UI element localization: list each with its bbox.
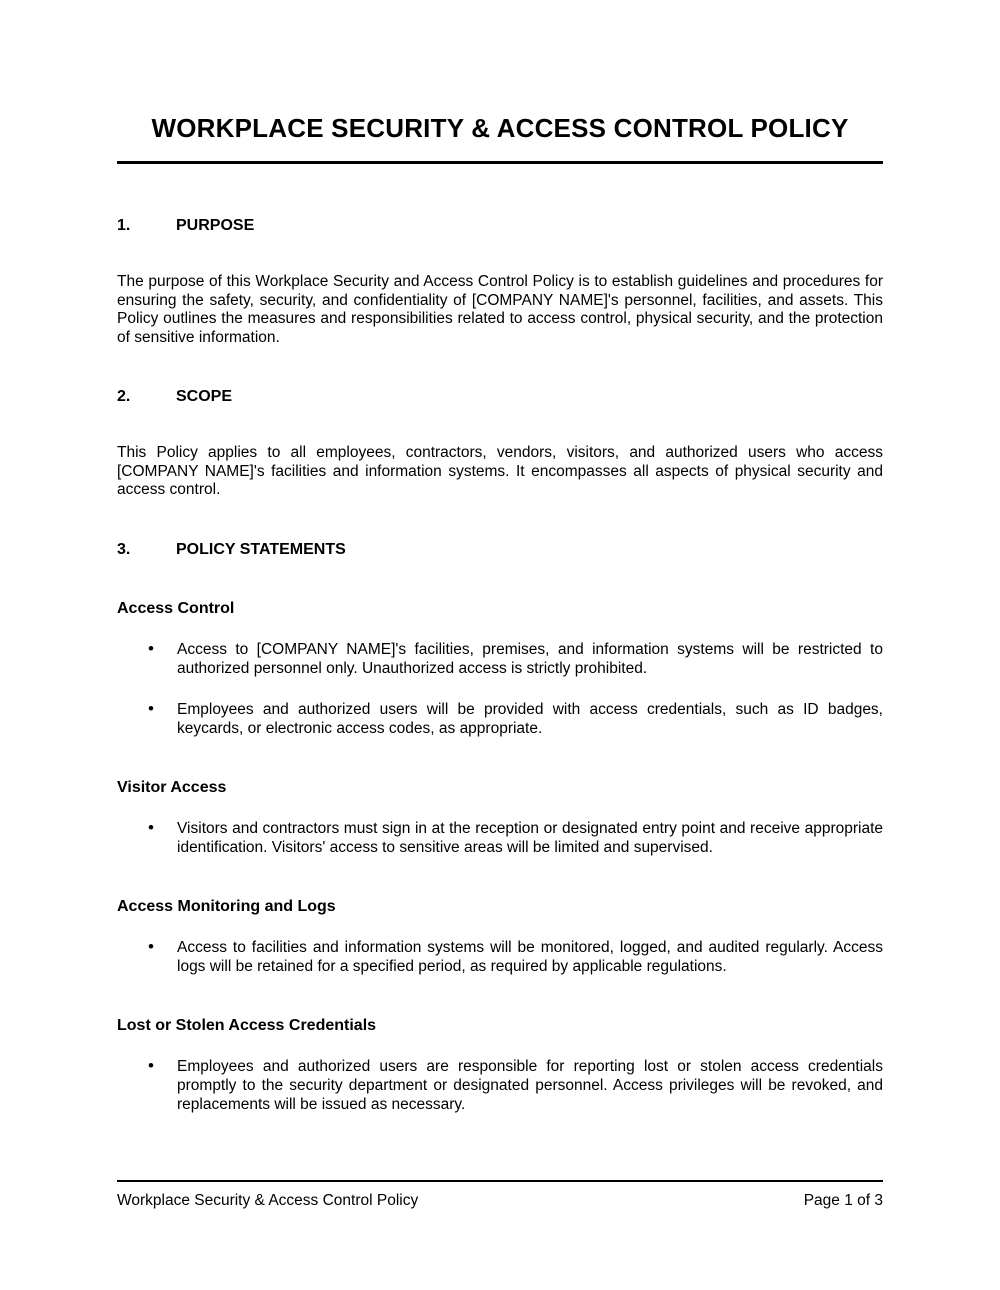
bullet-list xyxy=(117,640,883,738)
bullet-item xyxy=(117,938,883,976)
bullet-list xyxy=(117,819,883,857)
bullet-text: Access to facilities and information systems will be monitored, logged, and audited regularly. Access logs will be retained for a specified period, as required by applicable regulations. xyxy=(177,938,883,975)
bullet-list xyxy=(117,1057,883,1114)
footer-page-number: Page 1 of 3 xyxy=(803,1192,883,1209)
section xyxy=(117,540,883,1114)
paragraph: The purpose of this Workplace Security and Access Control Policy is to establish guidelines and procedures for ensuring the safety, security, and confidentiality of [COMPANY NAME]'s personnel, facilities, and assets. This Policy outlines the measures and responsibilities related to access control, physical security, and the protection of sensitive information. xyxy=(117,273,883,346)
footer-row xyxy=(117,1191,883,1210)
bullet-list xyxy=(117,938,883,976)
section-heading: POLICY STATEMENTS xyxy=(176,540,346,558)
section-number: 2. xyxy=(117,388,131,405)
section-number: 1. xyxy=(117,217,131,234)
bullet-icon: • xyxy=(148,698,154,718)
footer-rule xyxy=(117,1180,883,1182)
bullet-text: Employees and authorized users are responsible for reporting lost or stolen access credentials promptly to the security department or designated personnel. Access privileges will be revoked, and replacements will be issued as necessary. xyxy=(177,1057,883,1113)
subheading: Visitor Access xyxy=(117,778,227,796)
section-number: 3. xyxy=(117,540,131,558)
paragraph: This Policy applies to all employees, contractors, vendors, visitors, and authorized users who access [COMPANY NAME]'s facilities and information systems. It encompasses all aspects of physical security and access control. xyxy=(117,444,883,498)
bullet-icon: • xyxy=(148,1055,154,1075)
bullet-text: Access to [COMPANY NAME]'s facilities, premises, and information systems will be restricted to authorized personnel only. Unauthorized access is strictly prohibited. xyxy=(177,640,883,677)
bullet-icon: • xyxy=(148,817,154,837)
title-rule xyxy=(117,161,883,164)
section-heading-row xyxy=(117,540,883,559)
section-heading-row xyxy=(117,216,883,235)
section-heading-row xyxy=(117,387,883,406)
footer-document-name: Workplace Security & Access Control Policy xyxy=(117,1192,419,1209)
document-title: WORKPLACE SECURITY & ACCESS CONTROL POLICY xyxy=(151,113,849,143)
bullet-item xyxy=(117,819,883,857)
bullet-icon: • xyxy=(148,936,154,956)
bullet-icon: • xyxy=(148,638,154,658)
bullet-item xyxy=(117,700,883,738)
page-footer xyxy=(117,1180,883,1210)
subheading: Access Control xyxy=(117,599,235,617)
sections-container xyxy=(117,216,883,1114)
bullet-text: Employees and authorized users will be provided with access credentials, such as ID badges, keycards, or electronic access codes, as appropriate. xyxy=(177,700,883,737)
subheading: Access Monitoring and Logs xyxy=(117,897,336,915)
bullet-item xyxy=(117,1057,883,1114)
section-heading: PURPOSE xyxy=(176,217,255,234)
section xyxy=(117,216,883,347)
bullet-item xyxy=(117,640,883,678)
section-heading: SCOPE xyxy=(176,388,233,405)
section xyxy=(117,387,883,500)
subheading: Lost or Stolen Access Credentials xyxy=(117,1016,377,1034)
bullet-text: Visitors and contractors must sign in at the reception or designated entry point and receive appropriate identification. Visitors' access to sensitive areas will be limited and supervised. xyxy=(177,819,883,856)
